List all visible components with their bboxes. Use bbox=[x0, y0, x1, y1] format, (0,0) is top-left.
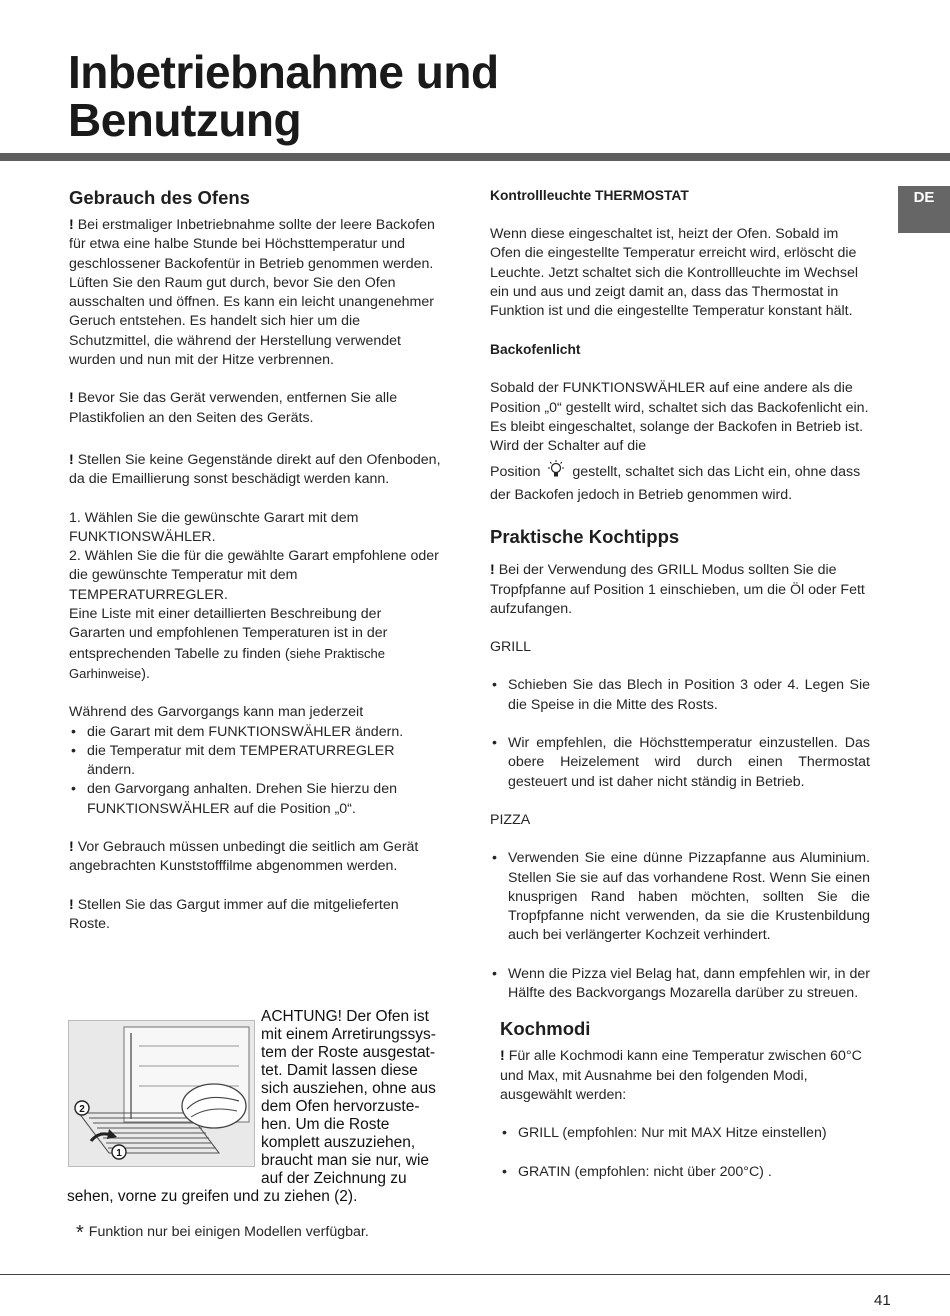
warning-mark: ! bbox=[69, 896, 74, 913]
page-title bbox=[68, 48, 499, 144]
paragraph-table-reference bbox=[69, 605, 441, 684]
paragraph-racks bbox=[69, 896, 441, 935]
paragraph-oven-floor-text: Stellen Sie keine Gegenstände direkt auf den Ofenboden, da die Emaillierung sonst beschädigt werden kann. bbox=[69, 451, 441, 488]
paragraph-grill-tip-text: Bei der Verwendung des GRILL Modus sollten Sie die Tropfpfanne auf Position 1 einschieben, um die Öl oder Fett aufzufangen. bbox=[490, 562, 865, 617]
rack-illustration bbox=[68, 1020, 255, 1167]
section-heading-oven-use: Gebrauch des Ofens bbox=[69, 187, 250, 208]
figure-label-1: 1 bbox=[116, 1148, 122, 1159]
list-item: • Wir empfehlen, die Höchsttemperatur einzustellen. Das obere Heizelement wird durch einen Thermostat gesteuert und ist daher nicht ständig in Betrieb. bbox=[490, 734, 870, 792]
page-title-line-1: Inbetriebnahme und bbox=[68, 46, 499, 98]
oven-rack-drawing bbox=[69, 1021, 254, 1166]
list-item: • GRATIN (empfohlen: nicht über 200°C) . bbox=[500, 1163, 870, 1182]
page-title-line-2: Benutzung bbox=[68, 94, 302, 146]
warning-mark: ! bbox=[69, 390, 74, 407]
warning-mark: ! bbox=[490, 562, 495, 579]
heading-oven-light: Backofenlicht bbox=[490, 342, 581, 358]
grill-list bbox=[490, 676, 870, 791]
list-item: • GRILL (empfohlen: Nur mit MAX Hitze einstellen) bbox=[500, 1124, 870, 1143]
list-item: • die Temperatur mit dem TEMPERATURREGLER ändern. bbox=[69, 742, 441, 781]
paragraph-oven-light bbox=[490, 379, 870, 505]
footnote-text: Funktion nur bei einigen Modellen verfügbar. bbox=[88, 1224, 369, 1240]
list-item: • den Garvorgang anhalten. Drehen Sie hierzu den FUNKTIONSWÄHLER auf die Position „0“. bbox=[69, 780, 441, 819]
label-pizza: PIZZA bbox=[490, 811, 531, 828]
left-column bbox=[69, 186, 441, 934]
table-reference-link: siehe Praktische Garhinweise bbox=[69, 645, 385, 681]
footnote bbox=[76, 1222, 369, 1245]
footer-rule bbox=[0, 1274, 950, 1275]
page-number: 41 bbox=[874, 1292, 891, 1309]
paragraph-racks-text: Stellen Sie das Gargut immer auf die mitgelieferten Roste. bbox=[69, 896, 399, 932]
language-tab: DE bbox=[898, 186, 950, 233]
section-heading-cooking-tips: Praktische Kochtipps bbox=[490, 526, 680, 548]
paragraph-plastic-films bbox=[69, 838, 441, 877]
table-reference-text: Eine Liste mit einer detaillierten Beschreibung der Gararten und empfohlenen Temperaturen ist in der entsprechenden Tabelle zu finden ( bbox=[69, 606, 388, 662]
lamp-icon bbox=[547, 460, 565, 486]
section-heading-cooking-modes: Kochmodi bbox=[500, 1018, 591, 1040]
footnote-star: * bbox=[76, 1222, 84, 1244]
step-2: 2. Wählen Sie die für die gewählte Garart empfohlene oder die gewünschte Temperatur mit dem TEMPERATURREGLER. bbox=[69, 548, 439, 603]
list-item: • die Garart mit dem FUNKTIONSWÄHLER ändern. bbox=[69, 723, 441, 742]
oven-light-position: Position bbox=[490, 463, 541, 480]
paragraph-first-use-text: Bei erstmaliger Inbetriebnahme sollte der leere Backofen für etwa eine halbe Stunde bei Höchsttemperatur und geschlossener Backofentür in Betrieb genommen werden. Lüften Sie den Raum gut durch, bevor Sie den Ofen ausschalten und öffnen. Es kann ein leicht unangenehmer Geruch entstehen. Es handelt sich hier um die Schutzmittel, die während der Herstellung verwendet wurden und nun mit der Hitze verbrennen. bbox=[69, 217, 435, 369]
heading-thermostat-light: Kontrollleuchte THERMOSTAT bbox=[490, 188, 689, 203]
pizza-list bbox=[490, 849, 870, 1003]
label-grill: GRILL bbox=[490, 639, 532, 656]
during-cooking-list bbox=[69, 723, 441, 819]
list-item: • Verwenden Sie eine dünne Pizzapfanne aus Aluminium. Stellen Sie sie auf das vorhandene Rost. Wenn Sie einen knusprigen Rand haben möchten, sollten Sie die Tropfpfanne nicht verwenden, da sie die Krustenbildung auch bei verlängerter Kochzeit verhindert. bbox=[490, 849, 870, 945]
warning-mark: ! bbox=[69, 451, 74, 468]
warning-mark: ! bbox=[500, 1048, 505, 1065]
paragraph-cooking-modes-text: Für alle Kochmodi kann eine Temperatur zwischen 60°C und Max, mit Ausnahme bei den folgenden Modi, ausgewählt werden: bbox=[500, 1048, 862, 1103]
during-cooking-intro: Während des Garvorgangs kann man jederzeit bbox=[69, 704, 364, 721]
paragraph-plastic-films-text: Vor Gebrauch müssen unbedingt die seitlich am Gerät angebrachten Kunststofffilme abgenommen werden. bbox=[69, 839, 419, 875]
header-rule bbox=[0, 153, 950, 161]
list-item: • Wenn die Pizza viel Belag hat, dann empfehlen wir, in der Hälfte des Backvorgangs Mozarella darüber zu streuen. bbox=[490, 965, 870, 1004]
warning-mark: ! bbox=[69, 839, 74, 856]
warning-mark: ! bbox=[69, 217, 74, 233]
oven-light-text-end: gestellt, schaltet sich das Licht ein, ohne dass der Backofen jedoch in Betrieb genommen wird. bbox=[490, 463, 861, 503]
rack-warning-block bbox=[67, 1008, 447, 1206]
rack-warning-text: ACHTUNG! Der Ofen ist mit einem Arretirungssys-tem der Roste ausgestat-tet. Damit lassen diese sich ausziehen, ohne aus dem Ofen hervorzuste-hen. Um die Roste komplett auszuziehen, braucht man sie nur, wie auf der Zeichnung zu sehen, vorne zu greifen und zu ziehen (2). bbox=[67, 1008, 436, 1205]
right-column bbox=[490, 186, 870, 1182]
paragraph-cooking-modes bbox=[500, 1047, 870, 1105]
paragraph-plastic-foils bbox=[69, 389, 441, 428]
table-reference-end: ). bbox=[141, 665, 150, 682]
oven-light-text: Sobald der FUNKTIONSWÄHLER auf eine andere als die Position „0“ gestellt wird, schaltet sich das Backofenlicht ein. Es bleibt eingeschaltet, solange der Backofen in Betrieb ist. Wird der Schalter auf die bbox=[490, 380, 869, 455]
paragraph-thermostat: Wenn diese eingeschaltet ist, heizt der Ofen. Sobald im Ofen die eingestellte Temperatur erreicht wird, erlöscht die Leuchte. Jetzt schaltet sich die Kontrollleuchte im Wechsel ein und aus und zeigt damit an, dass das Thermostat in Funktion ist und die eingestellte Temperatur konstant hält. bbox=[490, 226, 859, 320]
step-1: 1. Wählen Sie die gewünschte Garart mit dem FUNKTIONSWÄHLER. bbox=[69, 509, 359, 545]
paragraph-first-use bbox=[69, 216, 441, 370]
paragraph-oven-floor bbox=[69, 451, 441, 490]
list-item: • Schieben Sie das Blech in Position 3 oder 4. Legen Sie die Speise in die Mitte des Rosts. bbox=[490, 676, 870, 715]
cooking-modes-list bbox=[500, 1124, 870, 1182]
figure-label-2: 2 bbox=[79, 1104, 85, 1115]
paragraph-plastic-foils-text: Bevor Sie das Gerät verwenden, entfernen Sie alle Plastikfolien an den Seiten des Geräts. bbox=[69, 390, 398, 426]
paragraph-grill-tip bbox=[490, 561, 870, 619]
